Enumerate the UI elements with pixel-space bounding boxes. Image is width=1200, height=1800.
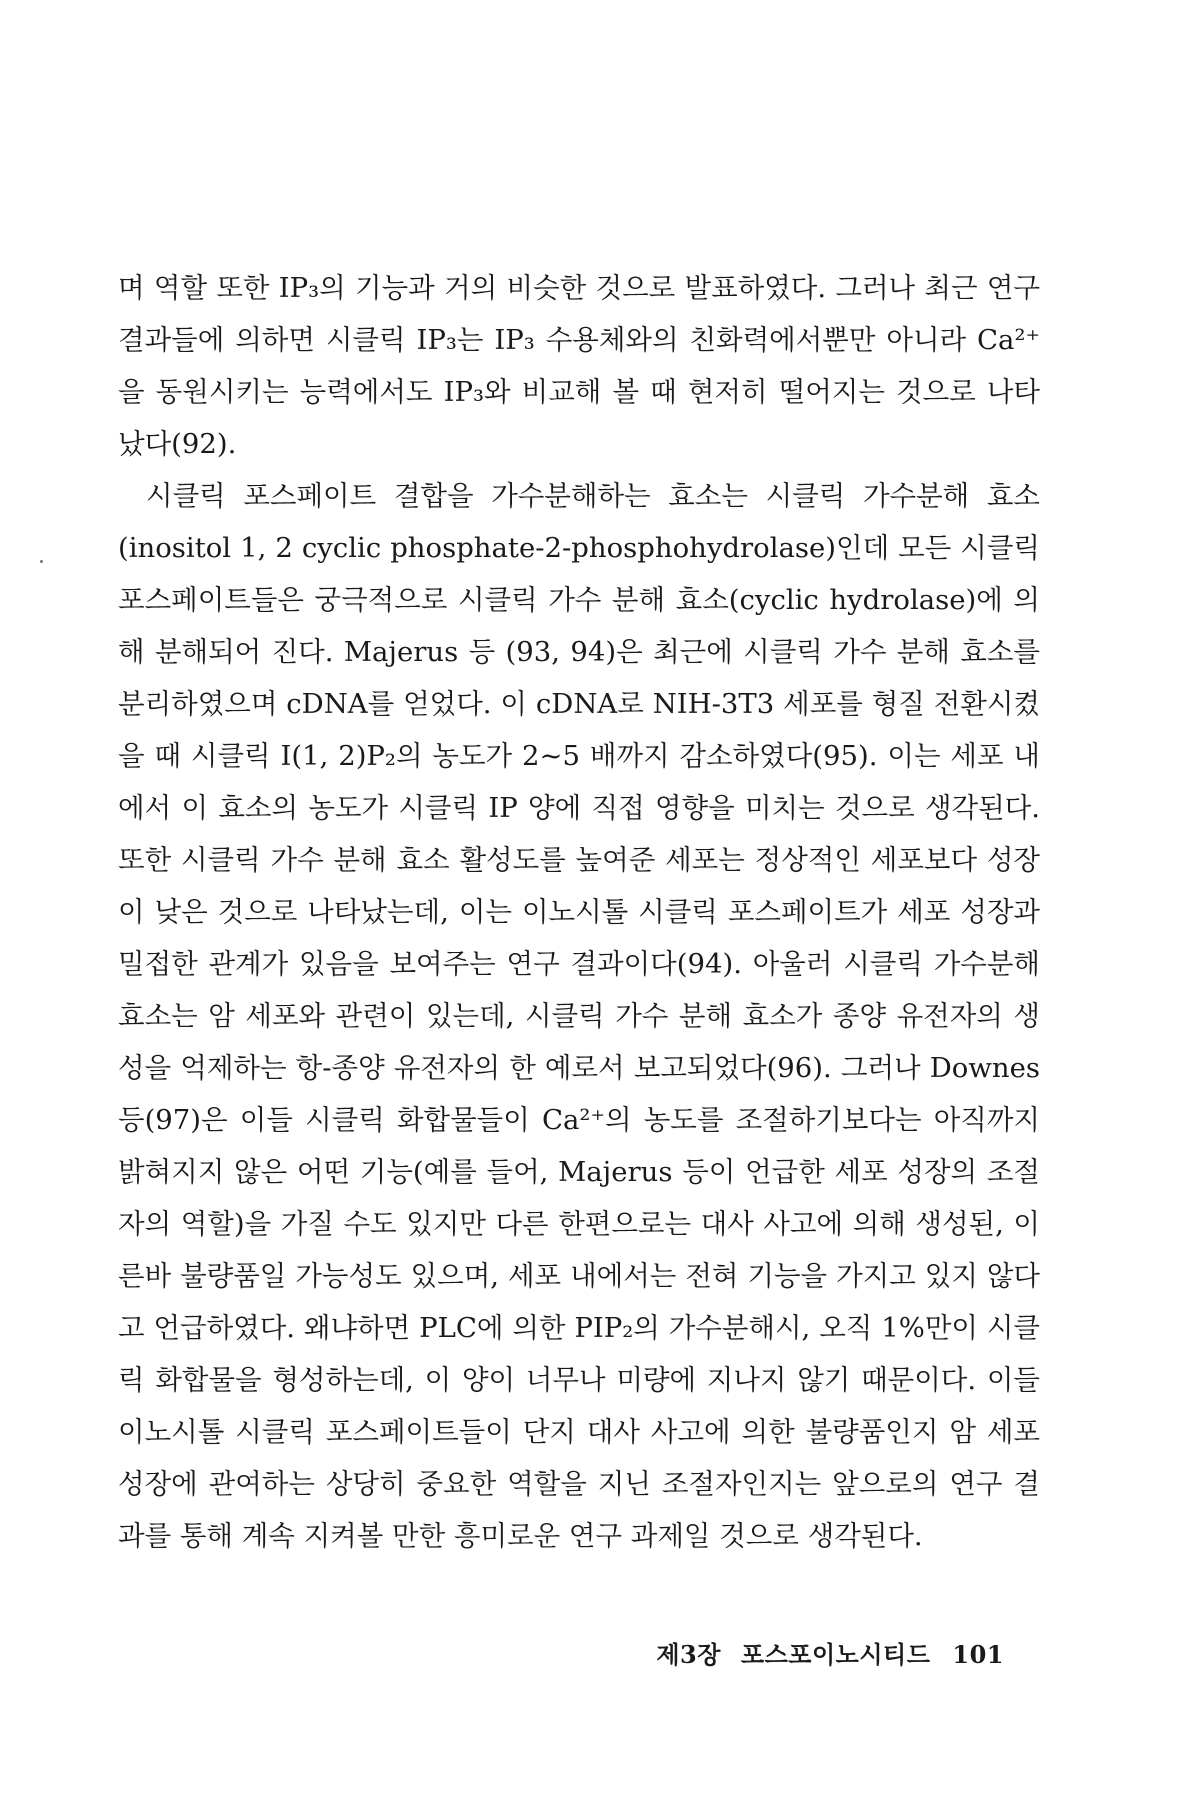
page-footer [656, 1635, 1004, 1670]
paragraph-1: 며 역할 또한 IP₃의 기능과 거의 비슷한 것으로 발표하였다. 그러나 최근 연구 결과들에 의하면 시클릭 IP₃는 IP₃ 수용체와의 친화력에서뿐만 아니라 Ca²⁺을 동원시키는 능력에서도 IP₃와 비교해 볼 때 현저히 떨어지는 것으로 나타났다(92). [118, 272, 1040, 460]
paragraph-2: 시클릭 포스페이트 결합을 가수분해하는 효소는 시클릭 가수분해 효소(inositol 1, 2 cyclic phosphate-2-phosphohydrolase)인데 모든 시클릭 포스페이트들은 궁극적으로 시클릭 가수 분해 효소(cyclic hydrolase)에 의해 분해되어 진다. Majerus 등 (93, 94)은 최근에 시클릭 가수 분해 효소를 분리하였으며 cDNA를 얻었다. 이 cDNA로 NIH-3T3 세포를 형질 전환시켰을 때 시클릭 I(1, 2)P₂의 농도가 2~5 배까지 감소하였다(95). 이는 세포 내에서 이 효소의 농도가 시클릭 IP 양에 직접 영향을 미치는 것으로 생각된다. 또한 시클릭 가수 분해 효소 활성도를 높여준 세포는 정상적인 세포보다 성장이 낮은 것으로 나타났는데, 이는 이노시톨 시클릭 포스페이트가 세포 성장과 밀접한 관계가 있음을 보여주는 연구 결과이다(94). 아울러 시클릭 가수분해 효소는 암 세포와 관련이 있는데, 시클릭 가수 분해 효소가 종양 유전자의 생성을 억제하는 항-종양 유전자의 한 예로서 보고되었다(96). 그러나 Downes 등(97)은 이들 시클릭 화합물들이 Ca²⁺의 농도를 조절하기보다는 아직까지 밝혀지지 않은 어떤 기능(예를 들어, Majerus 등이 언급한 세포 성장의 조절자의 역할)을 가질 수도 있지만 다른 한편으로는 대사 사고에 의해 생성된, 이른바 불량품일 가능성도 있으며, 세포 내에서는 전혀 기능을 가지고 있지 않다고 언급하였다. 왜냐하면 PLC에 의한 PIP₂의 가수분해시, 오직 1%만이 시클릭 화합물을 형성하는데, 이 양이 너무나 미량에 지나지 않기 때문이다. 이들 이노시톨 시클릭 포스페이트들이 단지 대사 사고에 의한 불량품인지 암 세포 성장에 관여하는 상당히 중요한 역할을 지닌 조절자인지는 앞으로의 연구 결과를 통해 계속 지켜볼 만한 흥미로운 연구 과제일 것으로 생각된다. [118, 480, 1040, 1552]
body-text [118, 262, 1040, 1562]
scan-speck [40, 560, 43, 563]
footer-title: 포스포이노시티드 [740, 1640, 931, 1669]
footer-chapter: 제3장 [656, 1640, 721, 1669]
page-number: 101 [952, 1640, 1004, 1669]
